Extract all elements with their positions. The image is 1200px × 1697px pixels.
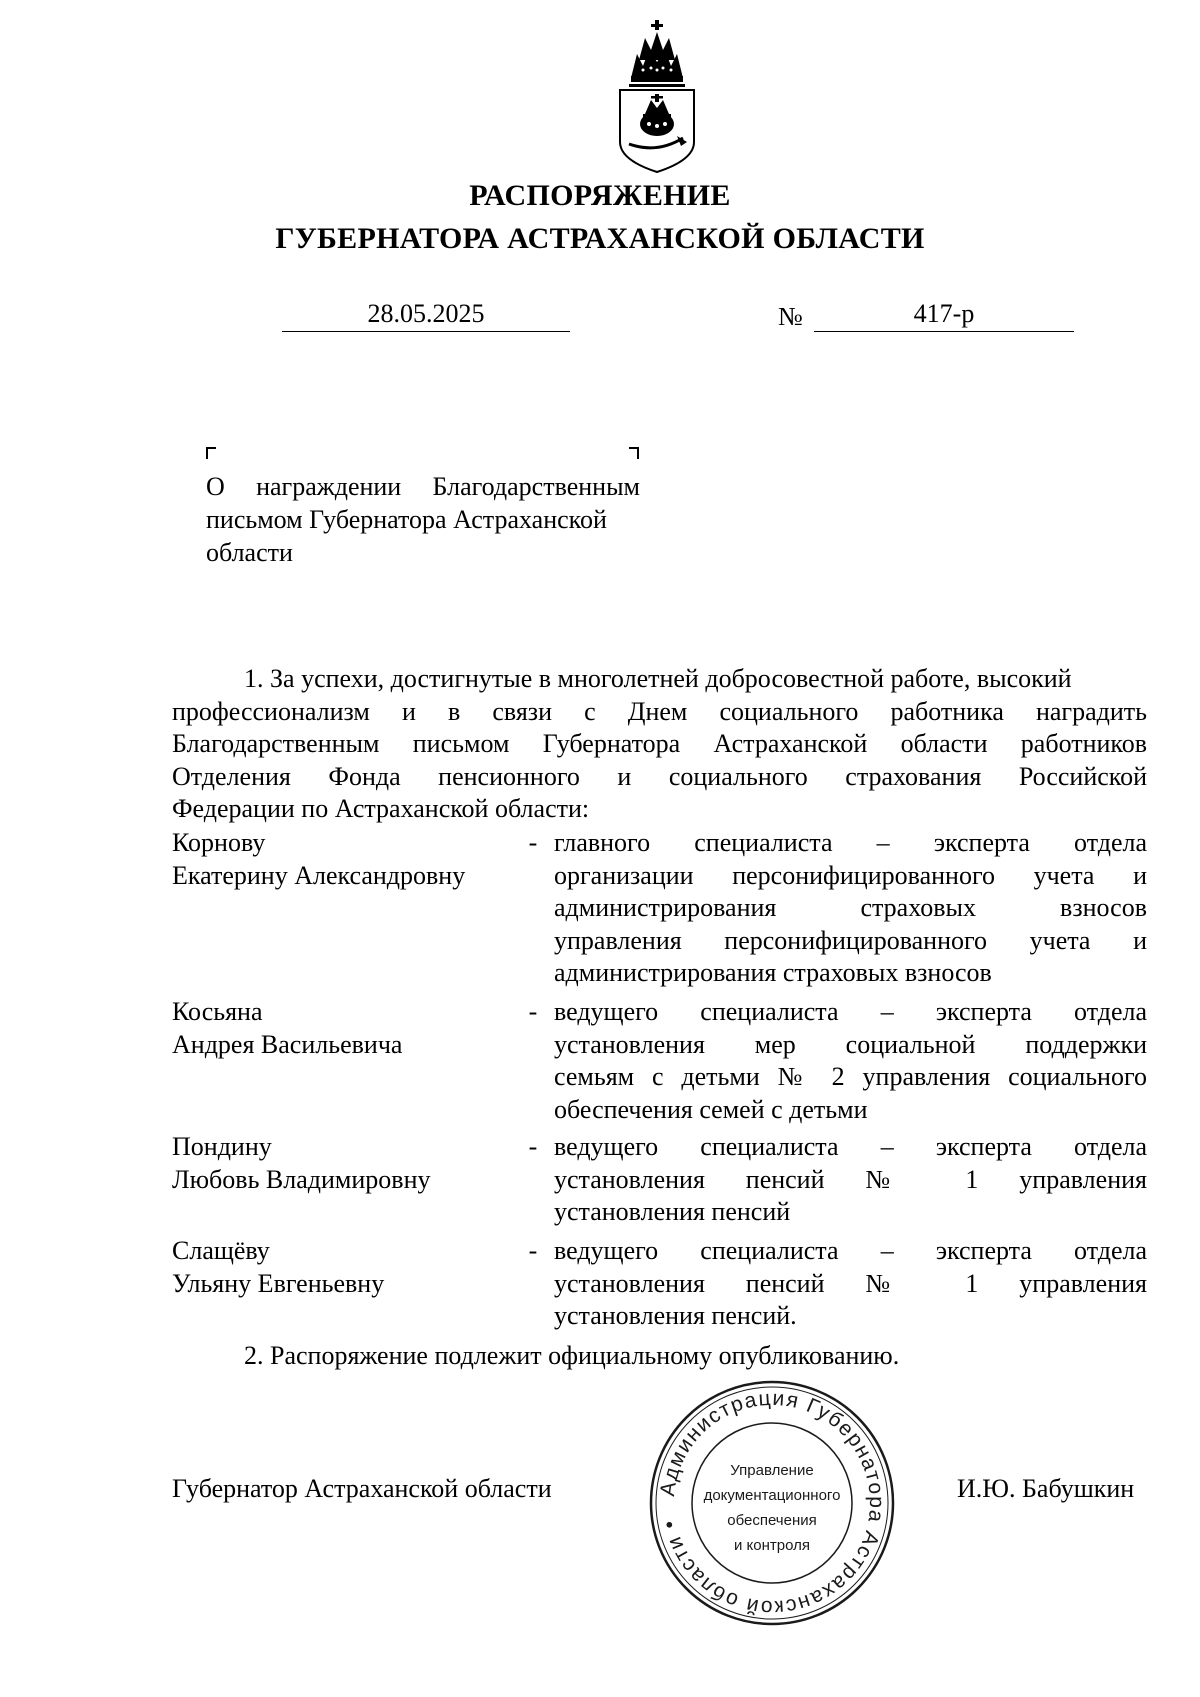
awardee-given-names: Екатерину Александровну (172, 860, 466, 890)
awardee-surname: Косьяна (172, 997, 263, 1026)
signatory-name: И.Ю. Бабушкин (957, 1474, 1135, 1503)
stamp-center-line: обеспечения (727, 1512, 817, 1529)
position-line: семьям с детьми № 2 управления социального (554, 1062, 1147, 1091)
awardee-position (554, 1131, 1147, 1229)
awardee-entry (172, 1131, 1147, 1229)
position-line: ведущего специалиста – эксперта отдела (554, 997, 1147, 1026)
position-line: установления мер социальной поддержки (554, 1029, 1147, 1059)
awardee-name (172, 1131, 512, 1196)
position-line: установления пенсий № 1 управления (554, 1268, 1147, 1298)
paragraph-1 (172, 663, 1147, 826)
subject-line: письмом Губернатора Астраханской (206, 505, 607, 534)
subject-bracket-left (206, 447, 216, 459)
issuer-title: ГУБЕРНАТОРА АСТРАХАНСКОЙ ОБЛАСТИ (275, 222, 925, 255)
position-line: установления пенсий. (554, 1301, 797, 1330)
position-line: главного специалиста – эксперта отдела (554, 828, 1147, 857)
awardee-position (554, 827, 1147, 990)
position-line: администрирования страховых взносов (554, 893, 1147, 922)
awardee-dash: - (528, 997, 538, 1026)
awardee-given-names: Андрея Васильевича (172, 1029, 403, 1059)
position-line: установления пенсий (554, 1197, 791, 1226)
stamp-ring-text-path: Администрация Губернатора Астраханской области • (656, 1386, 889, 1620)
paragraph-line: 1. За успехи, достигнутые в многолетней добросовестной работе, высокий (244, 664, 1072, 693)
paragraph-line: Благодарственным письмом Губернатора Астраханской области работников (172, 729, 1147, 758)
coat-of-arms-icon (617, 20, 697, 174)
subject-line: области (206, 538, 293, 567)
awardee-surname: Пондину (172, 1132, 272, 1161)
awardee-entry (172, 827, 1147, 990)
document-date: 28.05.2025 (282, 297, 570, 332)
awardee-name (172, 996, 512, 1061)
paragraph-line: Федерации по Астраханской области: (172, 794, 590, 823)
paragraph-line: 2. Распоряжение подлежит официальному опубликованию. (244, 1341, 900, 1370)
awardee-given-names: Любовь Владимировну (172, 1164, 431, 1194)
awardee-position (554, 996, 1147, 1126)
position-line: управления персонифицированного учета и (554, 925, 1147, 955)
awardee-dash: - (528, 828, 538, 857)
position-line: администрирования страховых взносов (554, 958, 992, 987)
number-sign: № (778, 302, 803, 331)
subject-bracket-right (629, 447, 639, 459)
position-line: организации персонифицированного учета и (554, 860, 1147, 890)
awardee-name (172, 827, 512, 892)
document-subject (206, 470, 640, 569)
document-number: 417-р (814, 297, 1074, 332)
stamp-center-line: Управление (730, 1462, 814, 1479)
awardee-given-names: Ульяну Евгеньевну (172, 1268, 385, 1298)
position-line: ведущего специалиста – эксперта отдела (554, 1236, 1147, 1265)
document-type-title: РАСПОРЯЖЕНИЕ (469, 179, 731, 212)
paragraph-line: профессионализм и в связи с Днем социального работника наградить (172, 696, 1147, 726)
awardee-dash: - (528, 1236, 538, 1265)
signatory-position: Губернатор Астраханской области (172, 1474, 552, 1503)
position-line: ведущего специалиста – эксперта отдела (554, 1132, 1147, 1161)
position-line: обеспечения семей с детьми (554, 1094, 868, 1124)
awardee-entry (172, 996, 1147, 1127)
awardee-name (172, 1235, 512, 1300)
awardee-position (554, 1235, 1147, 1333)
stamp-center-line: и контроля (733, 1537, 811, 1554)
awardee-surname: Корнову (172, 828, 266, 857)
awardee-dash: - (528, 1132, 538, 1161)
position-line: установления пенсий № 1 управления (554, 1164, 1147, 1194)
stamp-center-line: документационного (703, 1487, 841, 1504)
official-stamp (647, 1378, 897, 1628)
awardee-surname: Слащёву (172, 1236, 270, 1265)
subject-line: О награждении Благодарственным (206, 472, 640, 501)
paragraph-line: Отделения Фонда пенсионного и социального страхования Российской (172, 761, 1147, 791)
awardee-entry (172, 1235, 1147, 1333)
paragraph-2 (172, 1340, 1147, 1373)
